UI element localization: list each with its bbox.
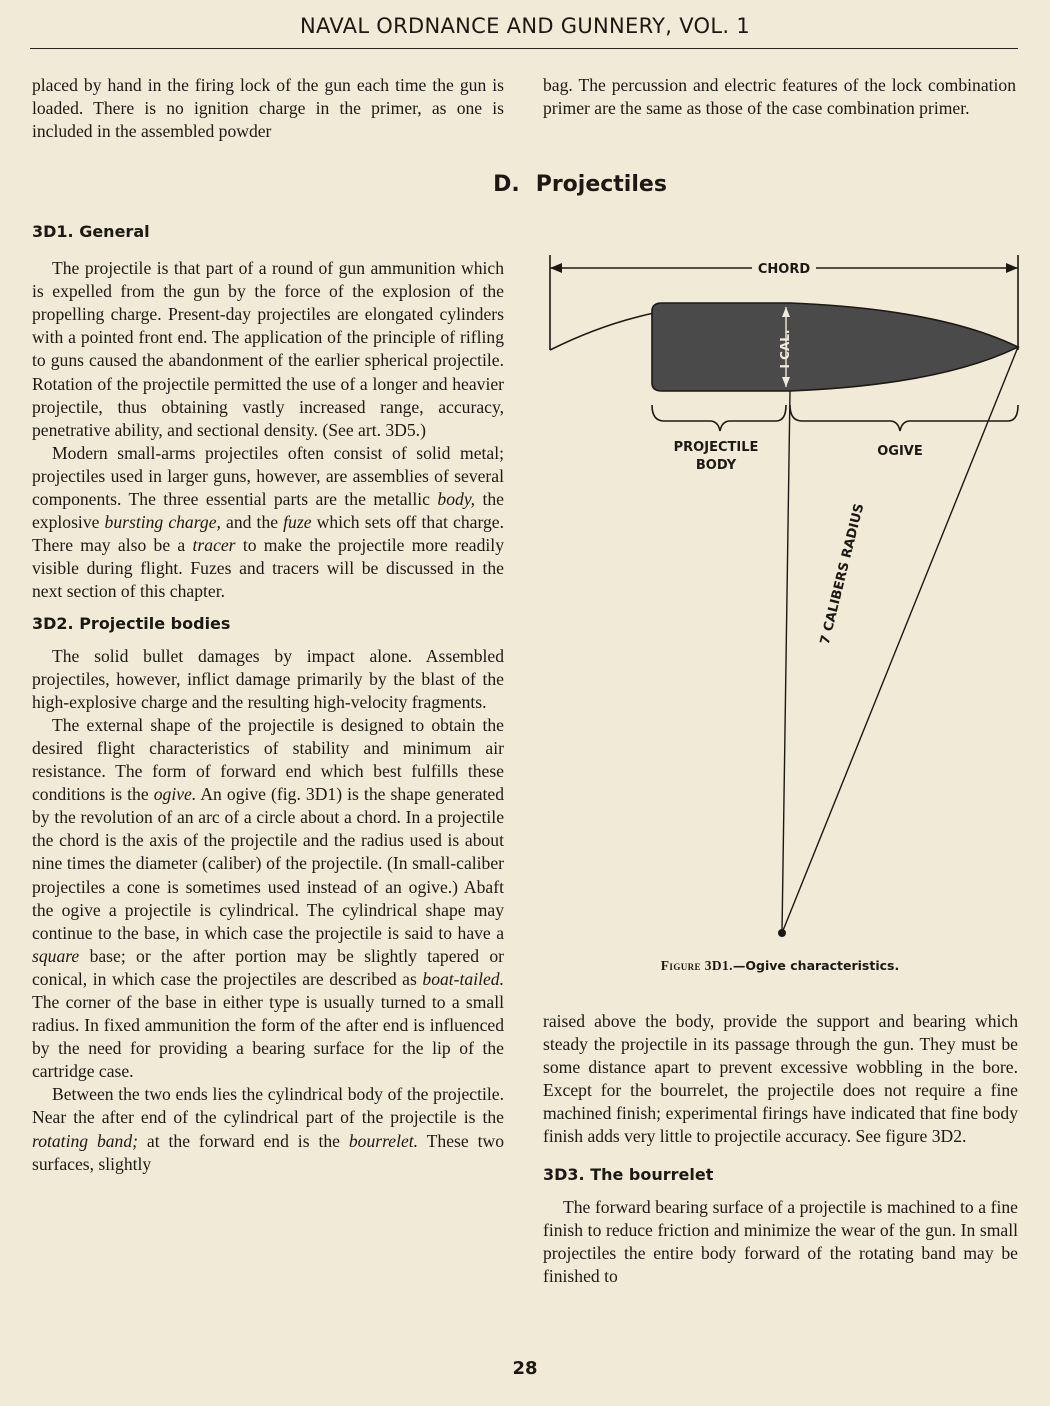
radius-line-tip — [782, 347, 1018, 933]
paragraph-3d2-1: The solid bullet damages by impact alone. Assembled projectiles, however, inflict damage primarily by the blast of the high-explosive charge and the resulting high-velocity fragments. — [32, 645, 504, 712]
heading-3d3: 3D3. The bourrelet — [543, 1164, 714, 1184]
right-column-intro — [543, 74, 1016, 120]
radius-label: 7 CALIBERS RADIUS — [817, 502, 868, 647]
heading-3d1: 3D1. General — [32, 222, 150, 241]
running-head: NAVAL ORDNANCE AND GUNNERY, VOL. 1 — [300, 14, 750, 38]
caption-prefix: Figure 3D1. — [660, 958, 733, 973]
paragraph-3d2-2: The external shape of the projectile is designed to obtain the desired flight characteristics of stability and minimum air resistance. The form of forward end which best fulfills these conditions is the ogive. An ogive (fig. 3D1) is the shape generated by the revolution of an arc of a circle about a chord. In a projectile the chord is the axis of the projectile and the radius used is about nine times the diameter (caliber) of the projectile. (In small-caliber projectiles a cone is sometimes used instead of an ogive.) Abaft the ogive a projectile is cylindrical. The cylindrical shape may continue to the base, in which case the projectile is said to have a square base; or the after portion may be slightly tapered or conical, in which case the projectiles are described as boat-tailed. The corner of the base in either type is usually turned to a small radius. In fixed ammunition the form of the after end is influenced by the need for providing a bearing surface for the lip of the cartridge case. — [32, 714, 504, 1082]
page-number: 28 — [512, 1358, 538, 1379]
chord-arrow-left — [550, 263, 562, 273]
chord-label: CHORD — [757, 262, 811, 277]
section-letter: D. — [493, 172, 520, 197]
ogive-label: OGIVE — [877, 444, 923, 459]
left-column-intro — [32, 74, 504, 143]
intro-paragraph: placed by hand in the firing lock of the gun each time the gun is loaded. There is no ignition charge in the primer, as one is included in the assembled powder — [32, 75, 504, 142]
section-title — [380, 172, 780, 197]
figure-ogive — [540, 245, 1025, 945]
paragraph-3d1-2: Modern small-arms projectiles often consist of solid metal; projectiles used in larger guns, however, are assemblies of several components. The three essential parts are the metallic body, the explosive bursting charge, and the fuze which sets off that charge. There may also be a tracer to make the projectile more readily visible during flight. Fuzes and tracers will be discussed in the next section of this chapter. — [32, 442, 504, 602]
ogive-brace — [790, 405, 1018, 431]
body-label-line1: PROJECTILE — [673, 440, 759, 455]
ogive-diagram — [540, 245, 1025, 945]
chord-arrow-right — [1006, 263, 1018, 273]
header-rule — [30, 48, 1018, 49]
radius-line-base — [782, 391, 790, 933]
section-name: Projectiles — [535, 172, 667, 197]
projectile-shape — [652, 303, 1018, 391]
paragraph-right-1: raised above the body, provide the support and bearing which steady the projectile in its passage through the gun. They must be some distance apart to prevent excessive wobbling in the bore. Except for the bourrelet, the projectile does not require a fine machined finish; experimental firings have indicated that fine body finish adds very little to projectile accuracy. See figure 3D2. — [543, 1011, 1018, 1147]
figure-caption — [620, 958, 940, 974]
paragraph-3d1-1: The projectile is that part of a round of gun ammunition which is expelled from the gun by the force of the explosion of the propelling charge. Present-day projectiles are elongated cylinders with a pointed front end. The application of the principle of rifling to guns caused the abandonment of the earlier spherical projectile. Rotation of the projectile permitted the use of a longer and heavier projectile, thus obtaining vastly increased range, accuracy, penetrative ability, and sectional density. (See art. 3D5.) — [32, 258, 504, 440]
right-column-body — [543, 1010, 1018, 1288]
paragraph-3d3-1: The forward bearing surface of a projectile is machined to a fine finish to reduce friction and minimize the wear of the gun. In small projectiles the entire body forward of the rotating band may be finished to — [543, 1196, 1018, 1286]
left-column-body — [32, 220, 504, 1176]
caliber-label: I CAL. — [778, 329, 792, 369]
body-brace — [652, 405, 786, 431]
paragraph-3d2-3: Between the two ends lies the cylindrical body of the projectile. Near the after end of the cylindrical part of the projectile is the rotating band; at the forward end is the bourrelet. These two surfaces, slightly — [32, 1084, 504, 1174]
body-label-line2: BODY — [695, 458, 737, 473]
radius-center-point — [778, 929, 786, 937]
heading-3d2: 3D2. Projectile bodies — [32, 613, 231, 633]
intro-paragraph: bag. The percussion and electric features of the lock combination primer are the same as those of the case combination primer. — [543, 75, 1016, 119]
caption-text: —Ogive characteristics. — [732, 958, 900, 973]
